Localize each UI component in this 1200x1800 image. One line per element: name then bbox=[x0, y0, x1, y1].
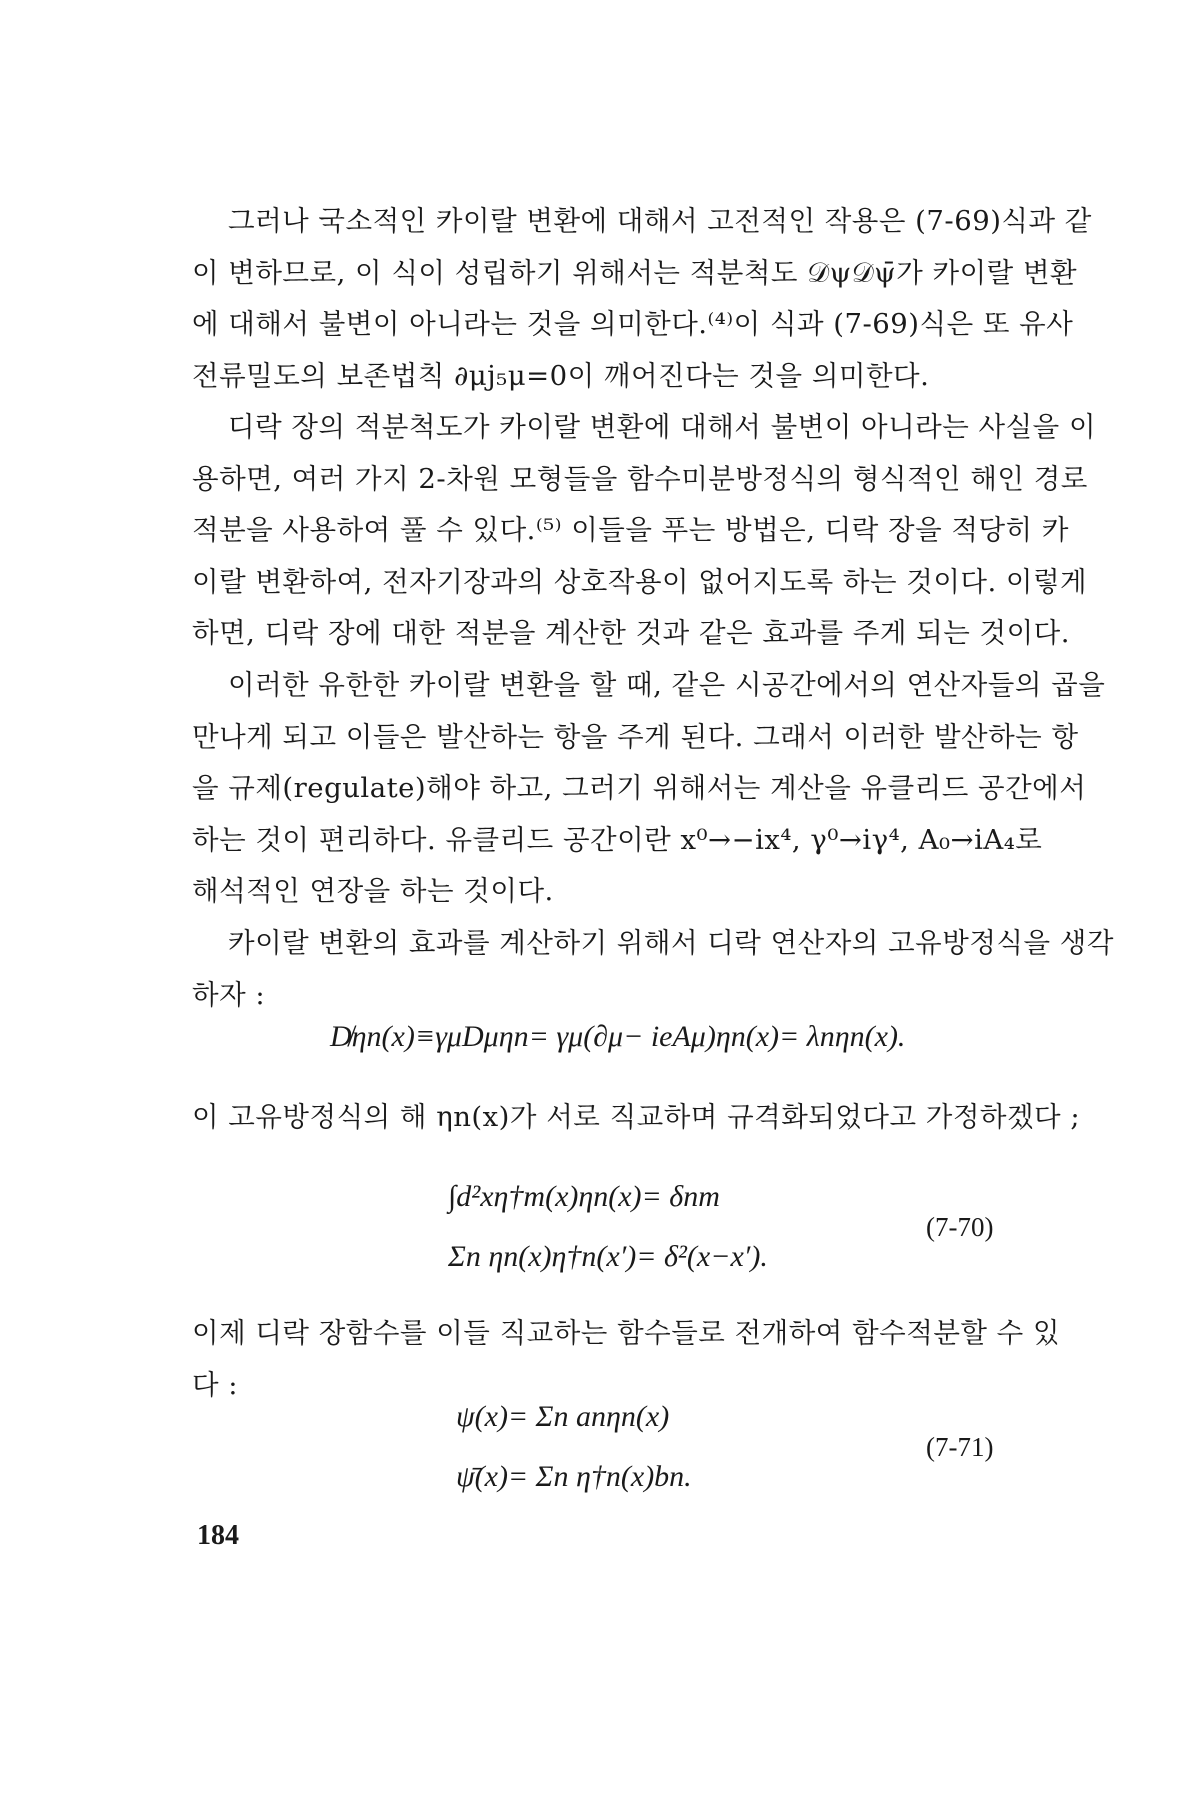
text-line: 카이랄 변환의 효과를 계산하기 위해서 디락 연산자의 고유방정식을 생각 bbox=[228, 927, 1114, 959]
text-line: 다 : bbox=[192, 1368, 239, 1401]
text-line: 용하면, 여러 가지 2-차원 모형들을 함수미분방정식의 형식적인 해인 경로 bbox=[192, 462, 1088, 495]
text-line: 하면, 디락 장에 대한 적분을 계산한 것과 같은 효과를 주게 되는 것이다. bbox=[192, 617, 1070, 649]
text-line: 을 규제(regulate)해야 하고, 그러기 위해서는 계산을 유클리드 공간에서 bbox=[192, 772, 1087, 804]
page-number: 184 bbox=[197, 1520, 239, 1551]
text-line: 하는 것이 편리하다. 유클리드 공간이란 x⁰→−ix⁴, γ⁰→iγ⁴, A₀→iA₄로 bbox=[192, 823, 1043, 856]
text-line: 이러한 유한한 카이랄 변환을 할 때, 같은 시공간에서의 연산자들의 곱을 bbox=[228, 669, 1106, 701]
equation-orthonormality: ∫d²xη†m(x)ηn(x)= δnm bbox=[448, 1180, 720, 1213]
equation-number: (7-70) bbox=[926, 1212, 994, 1242]
text-line: 만나게 되고 이들은 발산하는 항을 주게 된다. 그래서 이러한 발산하는 항 bbox=[192, 720, 1079, 753]
text-line: 이제 디락 장함수를 이들 직교하는 함수들로 전개하여 함수적분할 수 있 bbox=[192, 1317, 1061, 1349]
paragraph-eigen-intro bbox=[192, 918, 1114, 1021]
paragraph-dirac-measure bbox=[192, 402, 1097, 660]
equation-psibar-expansion: ψ̄(x)= Σn η†n(x)bn. bbox=[456, 1460, 692, 1493]
text-line: 전류밀도의 보존법칙 ∂μj₅μ=0이 깨어진다는 것을 의미한다. bbox=[192, 359, 930, 392]
paragraph-expansion bbox=[192, 1308, 1061, 1411]
equation-dirac-eigen: D̸ηn(x)≡γμDμηn= γμ(∂μ− ieAμ)ηn(x)= λnηn(x). bbox=[330, 1020, 906, 1053]
text-line: 하자 : bbox=[192, 978, 266, 1011]
text-line: 적분을 사용하여 풀 수 있다.⁽⁵⁾ 이들을 푸는 방법은, 디락 장을 적당히 카 bbox=[192, 514, 1069, 546]
text-line: 해석적인 연장을 하는 것이다. bbox=[192, 875, 554, 907]
equation-number: (7-71) bbox=[926, 1432, 994, 1462]
text-line: 이랄 변환하여, 전자기장과의 상호작용이 없어지도록 하는 것이다. 이렇게 bbox=[192, 565, 1088, 598]
paragraph-orthonormal bbox=[192, 1092, 1081, 1144]
equation-psi-expansion: ψ(x)= Σn anηn(x) bbox=[456, 1400, 670, 1433]
text-line: 에 대해서 불변이 아니라는 것을 의미한다.⁽⁴⁾이 식과 (7-69)식은 또 유사 bbox=[192, 308, 1074, 340]
equation-completeness: Σn ηn(x)η†n(x′)= δ²(x−x′). bbox=[448, 1240, 768, 1273]
text-line: 그러나 국소적인 카이랄 변환에 대해서 고전적인 작용은 (7-69)식과 같 bbox=[228, 205, 1092, 237]
text-line: 디락 장의 적분척도가 카이랄 변환에 대해서 불변이 아니라는 사실을 이 bbox=[228, 411, 1097, 443]
text-line: 이 변하므로, 이 식이 성립하기 위해서는 적분척도 𝒟ψ𝒟ψ̄가 카이랄 변환 bbox=[192, 256, 1078, 289]
paragraph-euclidean-space bbox=[192, 660, 1106, 918]
text-line: 이 고유방정식의 해 ηn(x)가 서로 직교하며 규격화되었다고 가정하겠다 ; bbox=[192, 1101, 1081, 1133]
paragraph-chiral-action bbox=[192, 196, 1092, 402]
